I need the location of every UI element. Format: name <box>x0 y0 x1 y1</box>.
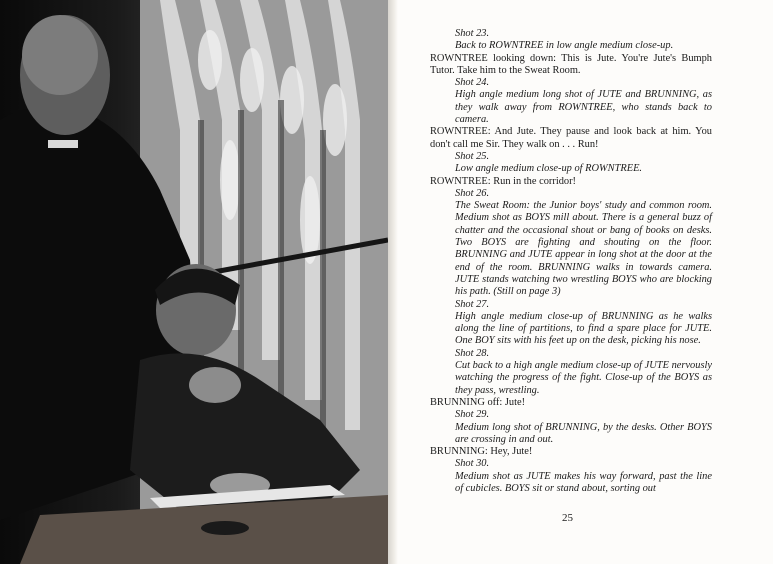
script-line-speaker: BRUNNING off: Jute! <box>430 396 526 408</box>
script-line-dir: Low angle medium close-up of ROWNTREE. <box>455 163 643 175</box>
script-line-speaker: ROWNTREE: Run in the corridor! <box>430 175 577 187</box>
script-line-shot: Shot 23. <box>455 28 490 39</box>
script-line-dir: High angle medium long shot of JUTE and BRUNNING, as they walk away from ROWNTREE, who stands back to camera. <box>455 89 712 126</box>
page-number: 25 <box>562 512 573 524</box>
script-page <box>398 0 773 564</box>
script-line-dir: Back to ROWNTREE in low angle medium close-up. <box>455 40 674 52</box>
script-line-dir: Cut back to a high angle medium close-up of JUTE nervously watching the progress of the fight. Close-up of the BOYS as they pass, wrestling. <box>455 360 712 396</box>
script-line-shot: Shot 28. <box>455 347 490 359</box>
script-line-shot: Shot 26. <box>455 187 490 199</box>
script-line-shot: Shot 27. <box>455 298 490 310</box>
script-line-dir: High angle medium close-up of BRUNNING as he walks along the line of partitions, to find a spare place for JUTE. One BOY sits with his feet up on the desk, picking his nose. <box>455 310 712 347</box>
script-line-speaker: BRUNNING: Hey, Jute! <box>430 446 533 458</box>
script-line-dir: The Sweat Room: the Junior boys' study and common room. Medium shot as BOYS mill about. There is a general buzz of chatter and the occasional shout or bang of books on desks. Two BOYS are fighting and shouting on the floor. BRUNNING and JUTE appear in long shot at the door at the end of the room. BRUNNING walks in towards camera. JUTE stands watching two wrestling BOYS who are blocking his path. (Still on page 3) <box>455 200 712 298</box>
script-line-shot: Shot 25. <box>455 150 490 162</box>
script-line-speaker: ROWNTREE looking down: This is Jute. You're Jute's Bumph Tutor. Take him to the Sweat Room. <box>430 52 712 76</box>
script-line-shot: Shot 30. <box>455 458 490 470</box>
script-line-dir: Medium shot as JUTE makes his way forward, past the line of cubicles. BOYS sit or stand about, sorting out <box>455 470 712 494</box>
book-gutter <box>388 0 398 564</box>
script-line-shot: Shot 24. <box>455 77 490 89</box>
script-line-dir: Medium long shot of BRUNNING, by the desks. Other BOYS are crossing in and out. <box>455 421 712 445</box>
screenplay-text <box>430 28 712 495</box>
script-line-speaker: ROWNTREE: And Jute. They pause and look back at him. You don't call me Sir. They walk on . . . Run! <box>430 126 712 150</box>
script-line-shot: Shot 29. <box>455 409 490 421</box>
